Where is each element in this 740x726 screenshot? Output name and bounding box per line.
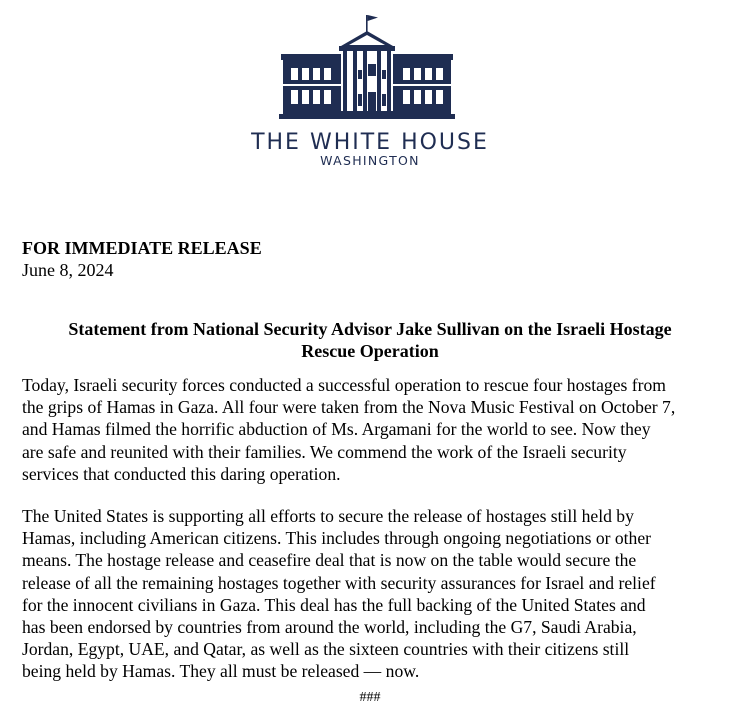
paragraph-line: Hamas, including American citizens. This includes through ongoing negotiations or other: [22, 528, 652, 549]
org-city: WASHINGTON: [320, 153, 420, 168]
paragraph-line: Today, Israeli security forces conducted a successful operation to rescue four hostages from: [22, 375, 666, 395]
release-label: FOR IMMEDIATE RELEASE: [22, 238, 262, 258]
paragraph-line: for the innocent civilians in Gaza. This deal has the full backing of the United States and: [22, 594, 646, 615]
paragraph-line: Jordan, Egypt, UAE, and Qatar, as well as the sixteen countries with their citizens still: [22, 639, 630, 660]
end-mark: ###: [359, 690, 381, 705]
headline-line: Rescue Operation: [301, 341, 439, 361]
paragraph-line: means. The hostage release and ceasefire deal that is now on the table would secure the: [22, 550, 637, 571]
white-house-building-icon: [279, 14, 455, 120]
headline-line: Statement from National Security Advisor Jake Sullivan on the Israeli Hostage: [68, 319, 672, 339]
paragraph-line: release of all the remaining hostages together with security assurances for Israel and relief: [22, 572, 656, 593]
paragraph-line: The United States is supporting all efforts to secure the release of hostages still held by: [22, 506, 634, 526]
paragraph-line: being held by Hamas. They all must be released — now.: [22, 661, 420, 682]
body-paragraph-1: [22, 374, 732, 485]
release-date: June 8, 2024: [22, 260, 114, 280]
paragraph-line: and Hamas filmed the horrific abduction of Ms. Argamani for the world to see. Now they: [22, 419, 651, 440]
statement-headline: [0, 318, 740, 362]
paragraph-line: has been endorsed by countries from around the world, including the G7, Saudi Arabia,: [22, 617, 637, 638]
paragraph-line: are safe and reunited with their families. We commend the work of the Israeli security: [22, 441, 627, 462]
paragraph-line: the grips of Hamas in Gaza. All four were taken from the Nova Music Festival on October 7,: [22, 397, 676, 418]
paragraph-line: services that conducted this daring operation.: [22, 463, 341, 484]
org-name: THE WHITE HOUSE: [251, 130, 489, 155]
body-paragraph-2: [22, 505, 732, 683]
